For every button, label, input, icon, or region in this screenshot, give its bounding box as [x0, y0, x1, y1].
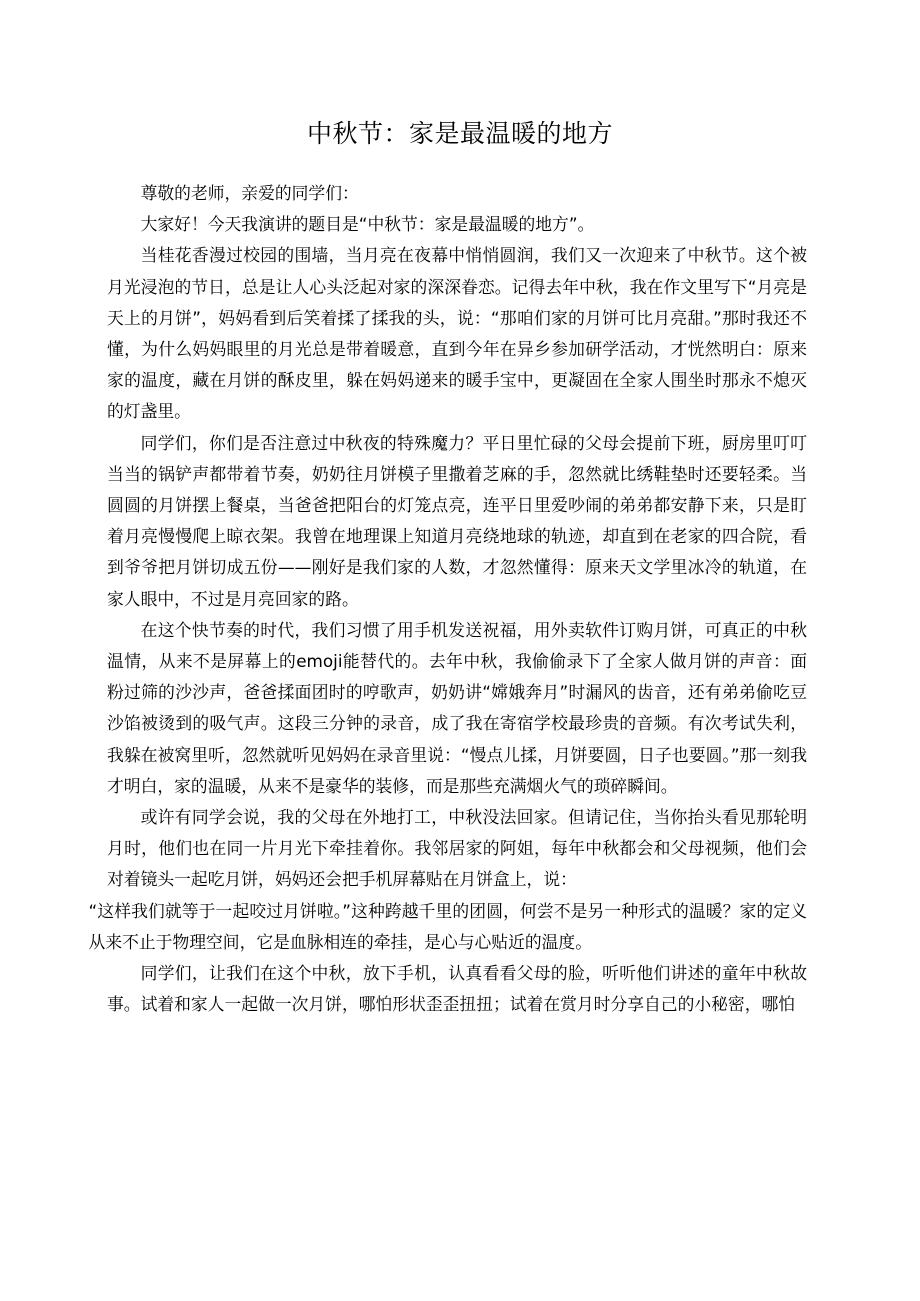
- body-paragraph: “这样我们就等于一起咬过月饼啦。”这种跨越千里的团圆，何尝不是另一种形式的温暖？家的定义从来不止于物理空间，它是血脉相连的牵挂，是心与心贴近的温度。: [88, 900, 807, 952]
- body-paragraph: 在这个快节奏的时代，我们习惯了用手机发送祝福，用外卖软件订购月饼，可真正的中秋温情，从来不是屏幕上的emoji能替代的。去年中秋，我偷偷录下了全家人做月饼的声音：面粉过筛的沙沙声，爸爸揉面团时的哼歌声，奶奶讲“嫦娥奔月”时漏风的齿音，还有弟弟偷吃豆沙馅被烫到的吸气声。这段三分钟的录音，成了我在寄宿学校最珍贵的音频。有次考试失利，我躲在被窝里听，忽然就听见妈妈在录音里说：“慢点儿揉，月饼要圆，日子也要圆。”那一刻我才明白，家的温暖，从来不是豪华的装修，而是那些充满烟火气的琐碎瞬间。: [107, 619, 807, 796]
- body-paragraph: 当桂花香漫过校园的围墙，当月亮在夜幕中悄悄圆润，我们又一次迎来了中秋节。这个被月光浸泡的节日，总是让人心头泛起对家的深深眷恋。记得去年中秋，我在作文里写下“月亮是天上的月饼”，妈妈看到后笑着揉了揉我的头，说：“那咱们家的月饼可比月亮甜。”那时我还不懂，为什么妈妈眼里的月光总是带着暖意，直到今年在异乡参加研学活动，才恍然明白：原来家的温度，藏在月饼的酥皮里，躲在妈妈递来的暖手宝中，更凝固在全家人围坐时那永不熄灭的灯盏里。: [107, 245, 807, 422]
- document-body: [88, 178, 807, 1020]
- salutation-paragraph: 尊敬的老师，亲爱的同学们：: [140, 183, 359, 203]
- document-title: 中秋节：家是最温暖的地方: [306, 119, 613, 148]
- greeting-paragraph: 大家好！今天我演讲的题目是“中秋节：家是最温暖的地方”。: [140, 214, 595, 235]
- body-paragraph: 或许有同学会说，我的父母在外地打工，中秋没法回家。但请记住，当你抬头看见那轮明月时，他们也在同一片月光下牵挂着你。我邻居家的阿姐，每年中秋都会和父母视频，他们会对着镜头一起吃月饼，妈妈还会把手机屏幕贴在月饼盒上，说：: [107, 807, 807, 890]
- body-paragraph: 同学们，让我们在这个中秋，放下手机，认真看看父母的脸，听听他们讲述的童年中秋故事。试着和家人一起做一次月饼，哪怕形状歪歪扭扭；试着在赏月时分享自己的小秘密，哪怕: [107, 963, 807, 1015]
- body-paragraph: 同学们，你们是否注意过中秋夜的特殊魔力？平日里忙碌的父母会提前下班，厨房里叮叮当当的锅铲声都带着节奏，奶奶往月饼模子里撒着芝麻的手，忽然就比绣鞋垫时还要轻柔。当圆圆的月饼摆上餐桌，当爸爸把阳台的灯笼点亮，连平日里爱吵闹的弟弟都安静下来，只是盯着月亮慢慢爬上晾衣架。我曾在地理课上知道月亮绕地球的轨迹，却直到在老家的四合院，看到爷爷把月饼切成五份——刚好是我们家的人数，才忽然懂得：原来天文学里冰冷的轨道，在家人眼中，不过是月亮回家的路。: [107, 432, 807, 609]
